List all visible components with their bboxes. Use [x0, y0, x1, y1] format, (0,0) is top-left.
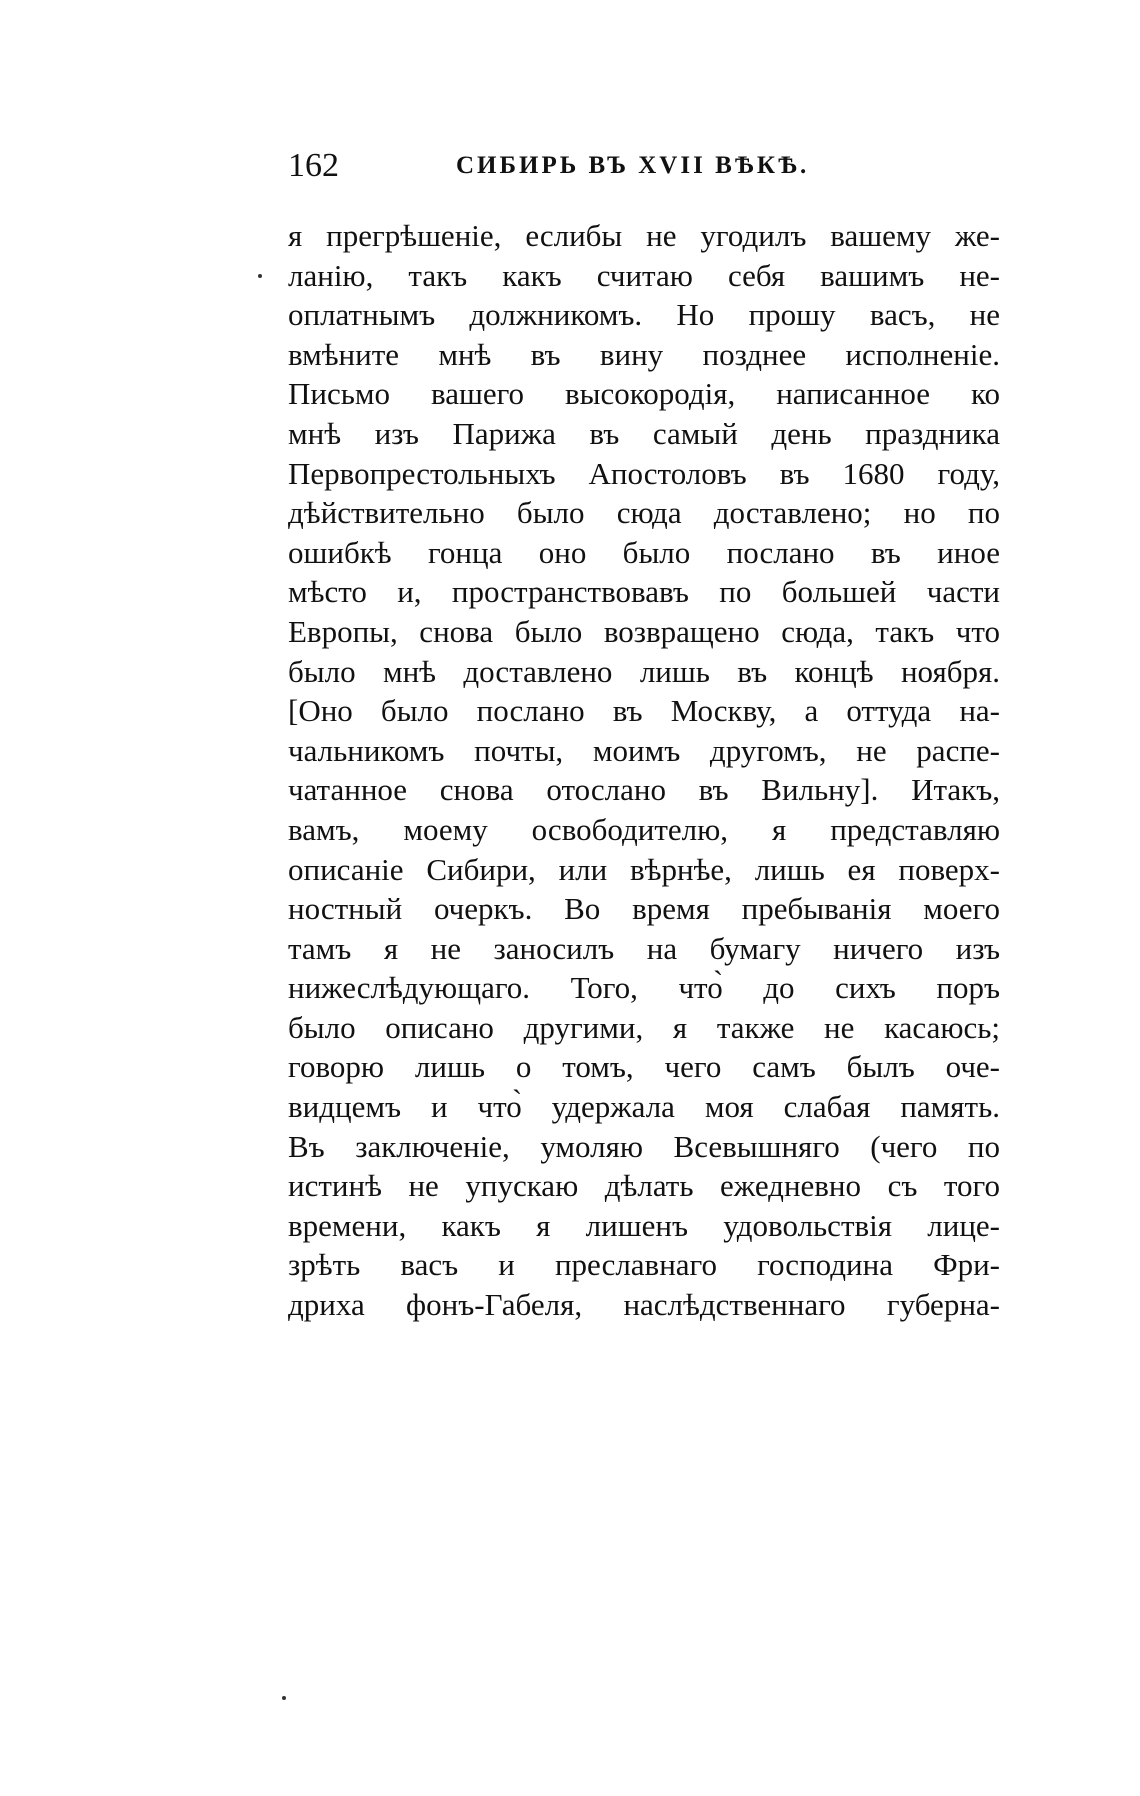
text-line: истинѣ не упускаю дѣлать ежедневно съ того: [288, 1168, 1000, 1204]
text-line: чатанное снова отослано въ Вильну]. Итакъ,: [288, 772, 1000, 808]
text-line: ностный очеркъ. Во время пребыванія моего: [288, 891, 1000, 927]
text-line: было описано другими, я также не касаюсь;: [288, 1009, 1000, 1045]
text-line: Европы, снова было возвращено сюда, такъ что: [288, 613, 1000, 649]
text-line: дриха фонъ-Габеля, наслѣдственнаго губерна-: [288, 1287, 1000, 1323]
text-line: времени, какъ я лишенъ удовольствія лице-: [288, 1207, 1000, 1243]
text-line: говорю лишь о томъ, чего самъ былъ оче-: [288, 1049, 1000, 1085]
text-line: ланію, такъ какъ считаю себя вашимъ не-: [288, 257, 1000, 293]
text-line: Первопрестольныхъ Апостоловъ въ 1680 году,: [288, 455, 1000, 491]
running-head: [288, 142, 1000, 190]
text-line: чальникомъ почты, моимъ другомъ, не распе-: [288, 732, 1000, 768]
text-line: мнѣ изъ Парижа въ самый день праздника: [288, 415, 1000, 451]
text-line: Письмо вашего высокородія, написанное ко: [288, 376, 1000, 412]
text-line: нижеслѣдующаго. Того, что̀ до сихъ поръ: [288, 970, 1000, 1006]
scan-speck: [258, 274, 262, 278]
text-line: вамъ, моему освободителю, я представляю: [288, 811, 1000, 847]
text-line: я прегрѣшеніе, еслибы не угодилъ вашему же-: [288, 218, 1000, 253]
text-line: [Оно было послано въ Москву, а оттуда на-: [288, 693, 1000, 729]
running-title: СИБИРЬ ВЪ XVII ВѢКѢ.: [456, 152, 810, 179]
text-line: мѣсто и, пространствовавъ по большей части: [288, 574, 1000, 610]
text-line: видцемъ и что̀ удержала моя слабая память.: [288, 1089, 1000, 1125]
body-text: [288, 216, 1000, 1325]
text-line: вмѣните мнѣ въ вину позднее исполненіе.: [288, 336, 1000, 372]
text-line: Въ заключеніе, умоляю Всевышняго (чего по: [288, 1128, 1000, 1164]
page-number: 162: [288, 147, 339, 184]
text-line: описаніе Сибири, или вѣрнѣе, лишь ея поверх-: [288, 851, 1000, 887]
text-line: зрѣть васъ и преславнаго господина Фри-: [288, 1247, 1000, 1283]
text-line: оплатнымъ должникомъ. Но прошу васъ, не: [288, 297, 1000, 333]
text-line: ошибкѣ гонца оно было послано въ иное: [288, 534, 1000, 570]
text-line: тамъ я не заносилъ на бумагу ничего изъ: [288, 930, 1000, 966]
scan-speck: [282, 1696, 286, 1700]
text-line: было мнѣ доставлено лишь въ концѣ ноября.: [288, 653, 1000, 689]
text-line: дѣйствительно было сюда доставлено; но по: [288, 495, 1000, 531]
